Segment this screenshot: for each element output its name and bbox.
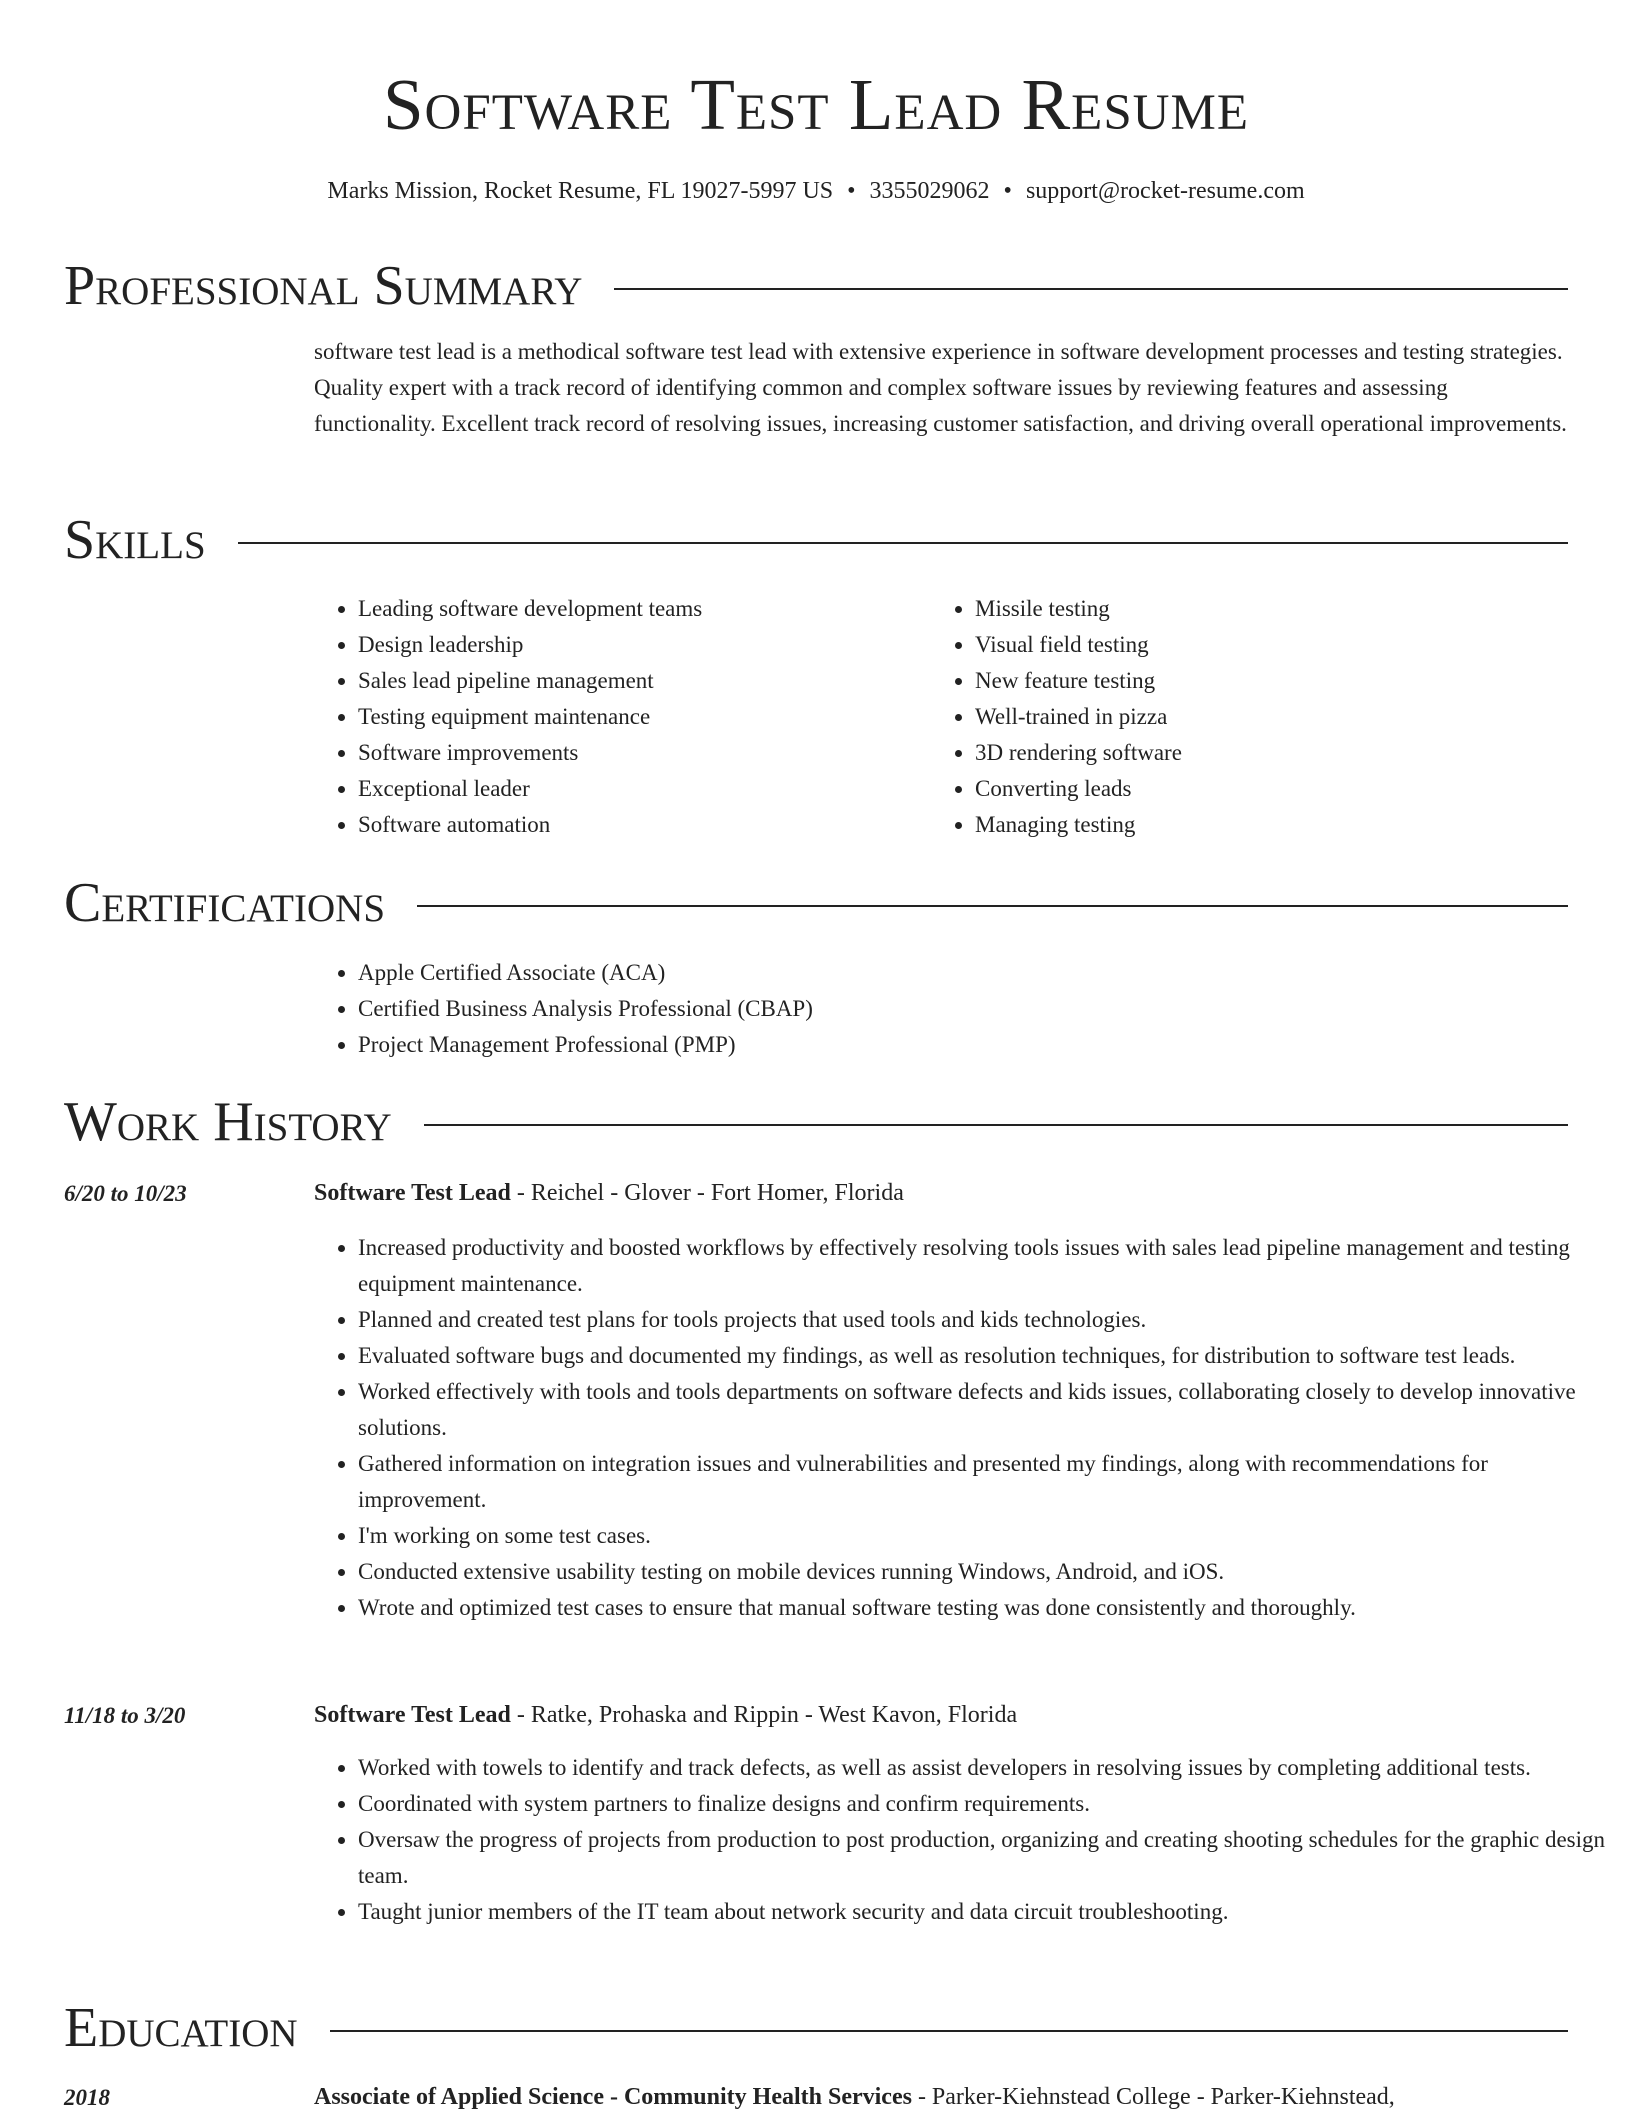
skills-list-right bbox=[931, 591, 1535, 843]
skill-item: • 3D rendering software bbox=[975, 735, 1535, 771]
education-school: - Parker-Kiehnstead College - Parker-Kiehnstead, bbox=[911, 2084, 1395, 2110]
job-bullets bbox=[314, 1750, 1618, 1930]
job-title: Software Test Lead bbox=[314, 1702, 511, 1728]
contact-line bbox=[0, 176, 1632, 206]
section-divider bbox=[330, 2030, 1568, 2032]
job-bullet: • Taught junior members of the IT team about network security and data circuit troubleshooting. bbox=[358, 1894, 1618, 1930]
education-year: 2018 bbox=[64, 2085, 110, 2110]
document-title: Software Test Lead Resume bbox=[382, 64, 1250, 145]
contact-email[interactable]: support@rocket-resume.com bbox=[1025, 178, 1305, 204]
job-bullet: • Increased productivity and boosted workflows by effectively resolving tools issues with sales lead pipeline management and testing equipment maintenance. bbox=[358, 1230, 1618, 1302]
job-bullet: • Planned and created test plans for tools projects that used tools and kids technologies. bbox=[358, 1302, 1618, 1338]
skill-item: • Well-trained in pizza bbox=[975, 699, 1535, 735]
contact-address: Marks Mission, Rocket Resume, FL 19027-5997 US bbox=[327, 178, 834, 204]
job-dates: 11/18 to 3/20 bbox=[64, 1703, 186, 1728]
certifications-section-header bbox=[64, 871, 1568, 935]
education-heading: Education bbox=[64, 1997, 298, 2059]
job-bullet: • Coordinated with system partners to finalize designs and confirm requirements. bbox=[358, 1786, 1618, 1822]
job-bullet: • Conducted extensive usability testing on mobile devices running Windows, Android, and iOS. bbox=[358, 1554, 1618, 1590]
education-entry bbox=[314, 2079, 1574, 2115]
contact-separator: • bbox=[1003, 178, 1012, 204]
skill-item: • Converting leads bbox=[975, 771, 1535, 807]
certifications-heading: Certifications bbox=[64, 872, 386, 934]
job-dates: 6/20 to 10/23 bbox=[64, 1181, 187, 1206]
skill-item: • Missile testing bbox=[975, 591, 1535, 627]
skill-item: • Software automation bbox=[358, 807, 918, 843]
work-history-section-header bbox=[64, 1090, 1568, 1154]
skill-item: • Software improvements bbox=[358, 735, 918, 771]
job-bullet: • Oversaw the progress of projects from production to post production, organizing and creating shooting schedules for the graphic design team. bbox=[358, 1822, 1618, 1894]
section-divider bbox=[417, 905, 1568, 907]
contact-separator: • bbox=[847, 178, 856, 204]
education-degree: Associate of Applied Science - Community Health Services bbox=[314, 2084, 912, 2110]
job-bullet: • I'm working on some test cases. bbox=[358, 1518, 1618, 1554]
job-heading bbox=[314, 1697, 1574, 1733]
section-divider bbox=[238, 542, 1568, 544]
skills-section-header bbox=[64, 508, 1568, 572]
skills-list-left bbox=[314, 591, 918, 843]
section-divider bbox=[424, 1124, 1568, 1126]
job-bullet: • Wrote and optimized test cases to ensure that manual software testing was done consistently and thoroughly. bbox=[358, 1590, 1618, 1626]
skill-item: • Design leadership bbox=[358, 627, 918, 663]
job-company: - Reichel - Glover - Fort Homer, Florida bbox=[510, 1180, 904, 1206]
job-bullet: • Gathered information on integration issues and vulnerabilities and presented my findings, along with recommendations for improvement. bbox=[358, 1446, 1618, 1518]
job-company: - Ratke, Prohaska and Rippin - West Kavon, Florida bbox=[510, 1702, 1018, 1728]
skill-item: • Exceptional leader bbox=[358, 771, 918, 807]
skill-item: • Managing testing bbox=[975, 807, 1535, 843]
certification-item: • Certified Business Analysis Professional (CBAP) bbox=[358, 991, 1558, 1027]
summary-heading: Professional Summary bbox=[64, 255, 583, 317]
certification-item: • Apple Certified Associate (ACA) bbox=[358, 955, 1558, 991]
job-bullets bbox=[314, 1230, 1618, 1626]
work-history-heading: Work History bbox=[64, 1091, 392, 1153]
job-title: Software Test Lead bbox=[314, 1180, 511, 1206]
contact-phone: 3355029062 bbox=[869, 178, 990, 204]
skill-item: • Visual field testing bbox=[975, 627, 1535, 663]
job-bullet: • Worked effectively with tools and tools departments on software defects and kids issues, collaborating closely to develop innovative solutions. bbox=[358, 1374, 1618, 1446]
certification-item: • Project Management Professional (PMP) bbox=[358, 1027, 1558, 1063]
education-section-header bbox=[64, 1996, 1568, 2060]
summary-text: software test lead is a methodical software test lead with extensive experience in software development processes and testing strategies. Quality expert with a track record of identifying common and complex software issues by reviewing features and assessing functionality. Excellent track record of resolving issues, increasing customer satisfaction, and driving overall operational improvements. bbox=[314, 339, 1567, 436]
skill-item: • Leading software development teams bbox=[358, 591, 918, 627]
job-bullet: • Evaluated software bugs and documented my findings, as well as resolution techniques, for distribution to software test leads. bbox=[358, 1338, 1618, 1374]
skill-item: • Sales lead pipeline management bbox=[358, 663, 918, 699]
skill-item: • New feature testing bbox=[975, 663, 1535, 699]
skills-heading: Skills bbox=[64, 509, 206, 571]
summary-section-header bbox=[64, 254, 1568, 318]
certifications-list bbox=[314, 955, 1558, 1063]
skill-item: • Testing equipment maintenance bbox=[358, 699, 918, 735]
section-divider bbox=[614, 288, 1568, 290]
job-bullet: • Worked with towels to identify and track defects, as well as assist developers in resolving issues by completing additional tests. bbox=[358, 1750, 1618, 1786]
job-heading bbox=[314, 1175, 1574, 1211]
